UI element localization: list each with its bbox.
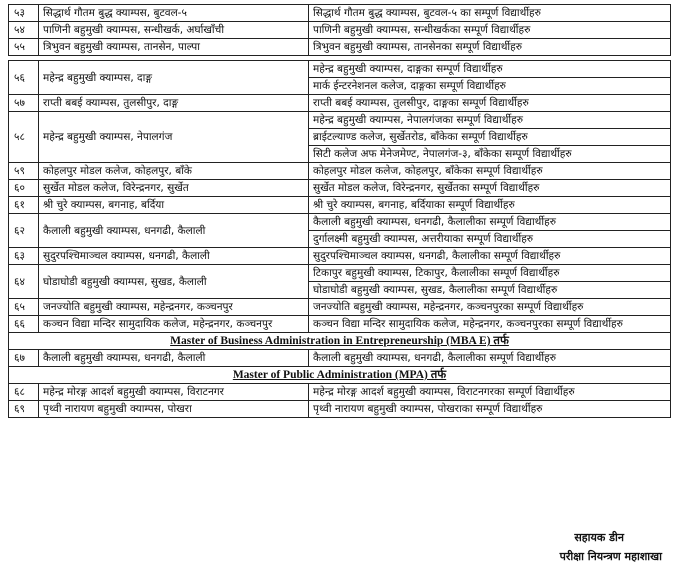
students-assigned: त्रिभुवन बहुमुखी क्याम्पस, तानसेनका सम्पूर्ण विद्यार्थीहरु [309,39,671,56]
exam-centre: पृथ्वी नारायण बहुमुखी क्याम्पस, पोखरा [39,401,309,418]
table-row [9,39,671,56]
section-heading-row [9,367,671,384]
students-assigned: सिद्धार्थ गौतम बुद्ध क्याम्पस, बुटवल-५ का सम्पूर्ण विद्यार्थीहरु [309,5,671,22]
table-row [9,316,671,333]
students-assigned: कैलाली बहुमुखी क्याम्पस, धनगढी, कैलालीका सम्पूर्ण विद्यार्थीहरु [309,214,671,231]
table-row [9,112,671,129]
students-assigned: घोडाघोडी बहुमुखी क्याम्पस, सुखड, कैलालीका सम्पूर्ण विद्यार्थीहरु [309,282,671,299]
students-assigned: कोहलपुर मोडल कलेज, कोहलपुर, बाँकेका सम्पूर्ण विद्यार्थीहरु [309,163,671,180]
row-number: ६० [9,180,39,197]
students-assigned: पाणिनी बहुमुखी क्याम्पस, सन्धीखर्कका सम्पूर्ण विद्यार्थीहरु [309,22,671,39]
table-row [9,248,671,265]
table-row [9,350,671,367]
exam-centre: कञ्चन विद्या मन्दिर सामुदायिक कलेज, महेन्द्रनगर, कञ्चनपुर [39,316,309,333]
students-assigned: टिकापुर बहुमुखी क्याम्पस, टिकापुर, कैलालीका सम्पूर्ण विद्यार्थीहरु [309,265,671,282]
students-assigned: सुदुरपश्चिमाञ्चल क्याम्पस, धनगढी, कैलालीका सम्पूर्ण विद्यार्थीहरु [309,248,671,265]
table-row [9,22,671,39]
exam-centre: कैलाली बहुमुखी क्याम्पस, धनगढी, कैलाली [39,214,309,248]
row-number: ६८ [9,384,39,401]
table-row [9,401,671,418]
exam-centre: कोहलपुर मोडल कलेज, कोहलपुर, बाँके [39,163,309,180]
students-assigned: श्री चुरे क्याम्पस, बगनाह, बर्दियाका सम्पूर्ण विद्यार्थीहरु [309,197,671,214]
students-assigned: सिटी कलेज अफ मेनेजमेण्ट, नेपालगंज-३, बाँकेका सम्पूर्ण विद्यार्थीहरु [309,146,671,163]
exam-centre: जनज्योति बहुमुखी क्याम्पस, महेन्द्रनगर, कञ्चनपुर [39,299,309,316]
row-number: ५४ [9,22,39,39]
table-row [9,265,671,282]
table-row [9,197,671,214]
exam-centre: सुदुरपश्चिमाञ्चल क्याम्पस, धनगढी, कैलाली [39,248,309,265]
table-row [9,163,671,180]
row-number: ६७ [9,350,39,367]
exam-centre: महेन्द्र मोरङ्ग आदर्श बहुमुखी क्याम्पस, विराटनगर [39,384,309,401]
row-number: ६६ [9,316,39,333]
table-row [9,299,671,316]
row-number: ६४ [9,265,39,299]
students-assigned: जनज्योति बहुमुखी क्याम्पस, महेन्द्रनगर, कञ्चनपुरका सम्पूर्ण विद्यार्थीहरु [309,299,671,316]
table-row [9,214,671,231]
students-assigned: सुर्खेत मोडल कलेज, विरेन्द्रनगर, सुर्खेतका सम्पूर्ण विद्यार्थीहरु [309,180,671,197]
row-number: ६१ [9,197,39,214]
exam-centre: महेन्द्र बहुमुखी क्याम्पस, दाङ्ग [39,61,309,95]
students-assigned: महेन्द्र बहुमुखी क्याम्पस, नेपालगंजका सम्पूर्ण विद्यार्थीहरु [309,112,671,129]
students-assigned: पृथ्वी नारायण बहुमुखी क्याम्पस, पोखराका सम्पूर्ण विद्यार्थीहरु [309,401,671,418]
students-assigned: महेन्द्र मोरङ्ग आदर्श बहुमुखी क्याम्पस, विराटनगरका सम्पूर्ण विद्यार्थीहरु [309,384,671,401]
table-row [9,384,671,401]
exam-centre: कैलाली बहुमुखी क्याम्पस, धनगढी, कैलाली [39,350,309,367]
students-assigned: कैलाली बहुमुखी क्याम्पस, धनगढी, कैलालीका सम्पूर्ण विद्यार्थीहरु [309,350,671,367]
row-number: ६३ [9,248,39,265]
table-row [9,5,671,22]
row-number: ६९ [9,401,39,418]
students-assigned: कञ्चन विद्या मन्दिर सामुदायिक कलेज, महेन्द्रनगर, कञ्चनपुरका सम्पूर्ण विद्यार्थीहरु [309,316,671,333]
students-assigned: ब्राईटल्याण्ड कलेज, सुर्खेतरोड, बाँकेका सम्पूर्ण विद्यार्थीहरु [309,129,671,146]
row-number: ६२ [9,214,39,248]
exam-centre: राप्ती बबई क्याम्पस, तुलसीपुर, दाङ्ग [39,95,309,112]
students-assigned: महेन्द्र बहुमुखी क्याम्पस, दाङ्गका सम्पूर्ण विद्यार्थीहरु [309,61,671,78]
exam-centre: श्री चुरे क्याम्पस, बगनाह, बर्दिया [39,197,309,214]
students-assigned: दुर्गालक्ष्मी बहुमुखी क्याम्पस, अत्तरीयाका सम्पूर्ण विद्यार्थीहरु [309,231,671,248]
row-number: ५३ [9,5,39,22]
exam-centre: सुर्खेत मोडल कलेज, विरेन्द्रनगर, सुर्खेत [39,180,309,197]
row-number: ५५ [9,39,39,56]
row-number: ५९ [9,163,39,180]
signatory-title: सहायक डीन [574,531,624,544]
section-heading-row [9,333,671,350]
exam-centre-table [8,4,671,418]
students-assigned: राप्ती बबई क्याम्पस, तुलसीपुर, दाङ्गका सम्पूर्ण विद्यार्थीहरु [309,95,671,112]
table-row [9,61,671,78]
exam-centre: घोडाघोडी बहुमुखी क्याम्पस, सुखड, कैलाली [39,265,309,299]
exam-centre: पाणिनी बहुमुखी क्याम्पस, सन्धीखर्क, अर्घाखाँची [39,22,309,39]
table-row [9,180,671,197]
section-heading-mba-e: Master of Business Administration in Entrepreneurship (MBA E) तर्फ [9,333,671,350]
row-number: ६५ [9,299,39,316]
row-number: ५७ [9,95,39,112]
exam-centre: त्रिभुवन बहुमुखी क्याम्पस, तानसेन, पाल्पा [39,39,309,56]
students-assigned: मार्क ईन्टरनेशनल कलेज, दाङ्गका सम्पूर्ण विद्यार्थीहरु [309,78,671,95]
exam-centre: महेन्द्र बहुमुखी क्याम्पस, नेपालगंज [39,112,309,163]
table-row [9,95,671,112]
signatory-office: परीक्षा नियन्त्रण महाशाखा [559,550,662,563]
section-heading-mpa: Master of Public Administration (MPA) तर्फ [9,367,671,384]
row-number: ५६ [9,61,39,95]
row-number: ५८ [9,112,39,163]
exam-centre: सिद्धार्थ गौतम बुद्ध क्याम्पस, बुटवल-५ [39,5,309,22]
